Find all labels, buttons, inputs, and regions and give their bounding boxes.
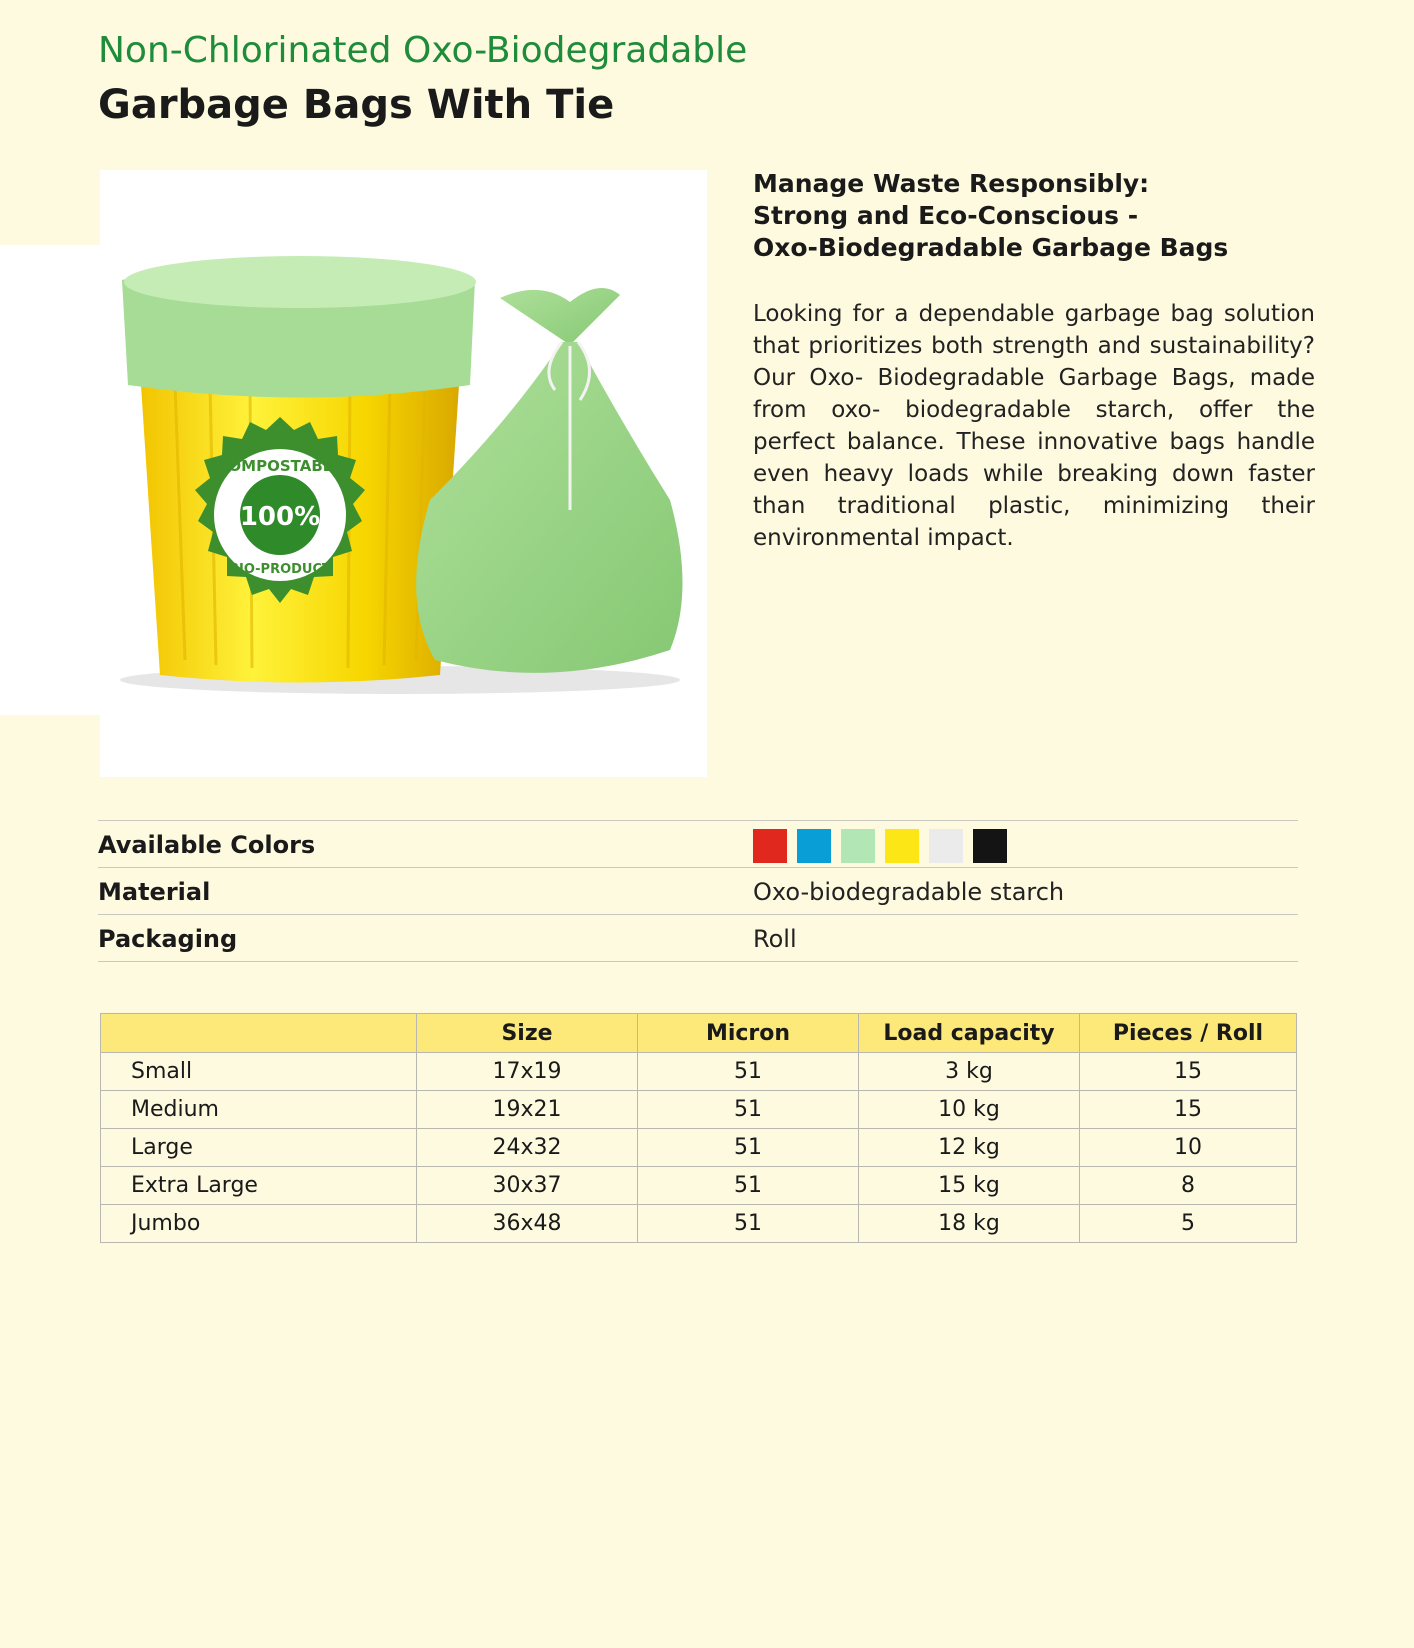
color-swatch-red	[753, 829, 787, 863]
spec-value: Oxo-biodegradable starch	[753, 878, 1065, 906]
table-header-row	[101, 1014, 1297, 1053]
badge-bottom-text: BIO-PRODUCT	[229, 562, 331, 577]
color-swatch-black	[973, 829, 1007, 863]
table-cell: 15	[1080, 1053, 1297, 1091]
table-header	[101, 1014, 417, 1053]
table-cell: 30x37	[417, 1167, 638, 1205]
spec-label: Material	[98, 878, 211, 906]
specs-list	[98, 820, 1298, 962]
spec-value: Roll	[753, 925, 797, 953]
table-header: Load capacity	[859, 1014, 1080, 1053]
side-strip	[0, 245, 100, 715]
table-cell: 5	[1080, 1205, 1297, 1243]
size-table	[100, 1013, 1297, 1243]
page-subtitle: Non-Chlorinated Oxo-Biodegradable	[98, 30, 748, 71]
intro-heading-line: Manage Waste Responsibly:	[753, 169, 1150, 198]
color-swatch-yellow	[885, 829, 919, 863]
table-row	[101, 1129, 1297, 1167]
intro-body: Looking for a dependable garbage bag solution that prioritizes both strength and sustainability? Our Oxo- Biodegradable Garbage Bags, made from oxo- biodegradable starch, offer the perfect balance. These innovative bags handle even heavy loads while breaking down faster than traditional plastic, minimizing their environmental impact.	[753, 301, 1315, 551]
table-header: Pieces / Roll	[1080, 1014, 1297, 1053]
table-row	[101, 1205, 1297, 1243]
color-swatches	[753, 829, 1007, 863]
table-cell: 51	[638, 1053, 859, 1091]
spec-label: Available Colors	[98, 831, 316, 859]
bin-and-bag-illustration	[100, 170, 707, 777]
intro-heading-line: Strong and Eco-Conscious -	[753, 201, 1139, 230]
badge-center-text: 100%	[239, 502, 321, 532]
table-cell: 8	[1080, 1167, 1297, 1205]
table-row	[101, 1167, 1297, 1205]
table-cell: 24x32	[417, 1129, 638, 1167]
color-swatch-light-green	[841, 829, 875, 863]
table-cell: 17x19	[417, 1053, 638, 1091]
table-cell: 3 kg	[859, 1053, 1080, 1091]
spec-row-packaging	[98, 914, 1298, 962]
table-cell: 51	[638, 1129, 859, 1167]
table-cell: 15 kg	[859, 1167, 1080, 1205]
color-swatch-white	[929, 829, 963, 863]
spec-row-colors	[98, 820, 1298, 867]
color-swatch-blue	[797, 829, 831, 863]
table-cell: 10	[1080, 1129, 1297, 1167]
spec-label: Packaging	[98, 925, 238, 953]
table-row	[101, 1091, 1297, 1129]
product-image	[100, 170, 707, 777]
page-title: Garbage Bags With Tie	[98, 82, 615, 128]
table-cell: Extra Large	[101, 1167, 417, 1205]
intro-section	[753, 168, 1315, 554]
table-cell: 15	[1080, 1091, 1297, 1129]
table-cell: 51	[638, 1167, 859, 1205]
table-cell: 12 kg	[859, 1129, 1080, 1167]
table-cell: 18 kg	[859, 1205, 1080, 1243]
spec-row-material	[98, 867, 1298, 914]
intro-heading-line: Oxo-Biodegradable Garbage Bags	[753, 233, 1229, 262]
table-cell: 10 kg	[859, 1091, 1080, 1129]
badge-top-text: COMPOSTABLE	[217, 457, 343, 475]
intro-heading	[753, 168, 1315, 264]
table-cell: Large	[101, 1129, 417, 1167]
table-cell: Medium	[101, 1091, 417, 1129]
table-cell: 51	[638, 1091, 859, 1129]
table-header: Size	[417, 1014, 638, 1053]
table-cell: 36x48	[417, 1205, 638, 1243]
table-cell: Small	[101, 1053, 417, 1091]
table-cell: 51	[638, 1205, 859, 1243]
table-cell: 19x21	[417, 1091, 638, 1129]
table-cell: Jumbo	[101, 1205, 417, 1243]
table-header: Micron	[638, 1014, 859, 1053]
bag-top	[500, 288, 620, 345]
table-row	[101, 1053, 1297, 1091]
